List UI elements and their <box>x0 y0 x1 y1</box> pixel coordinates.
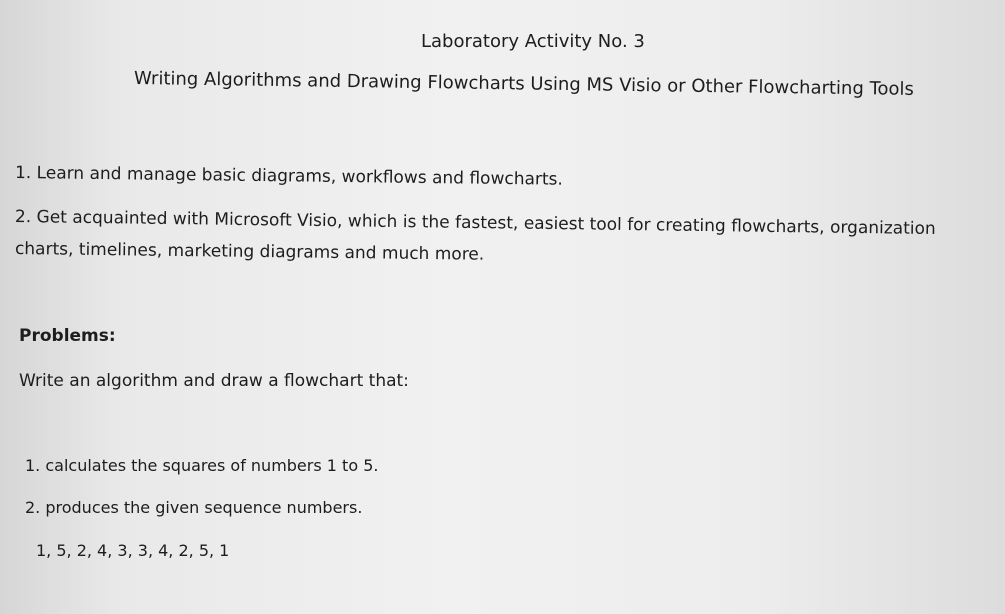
problem-2: 2. produces the given sequence numbers. <box>25 498 363 517</box>
sequence-numbers: 1, 5, 2, 4, 3, 3, 4, 2, 5, 1 <box>36 541 230 560</box>
problem-1: 1. calculates the squares of numbers 1 to 5. <box>25 456 379 475</box>
page-subtitle: Writing Algorithms and Drawing Flowcharts Using MS Visio or Other Flowcharting Tools <box>133 68 915 100</box>
objective-1: 1. Learn and manage basic diagrams, workflows and flowcharts. <box>14 163 564 190</box>
objective-2-line-1: 2. Get acquainted with Microsoft Visio, which is the fastest, easiest tool for creating flowcharts, organization <box>14 207 936 240</box>
page-title: Laboratory Activity No. 3 <box>421 31 645 52</box>
problems-intro: Write an algorithm and draw a flowchart that: <box>19 371 409 391</box>
problems-heading: Problems: <box>19 326 116 346</box>
objective-2-line-2: charts, timelines, marketing diagrams and much more. <box>14 239 485 265</box>
